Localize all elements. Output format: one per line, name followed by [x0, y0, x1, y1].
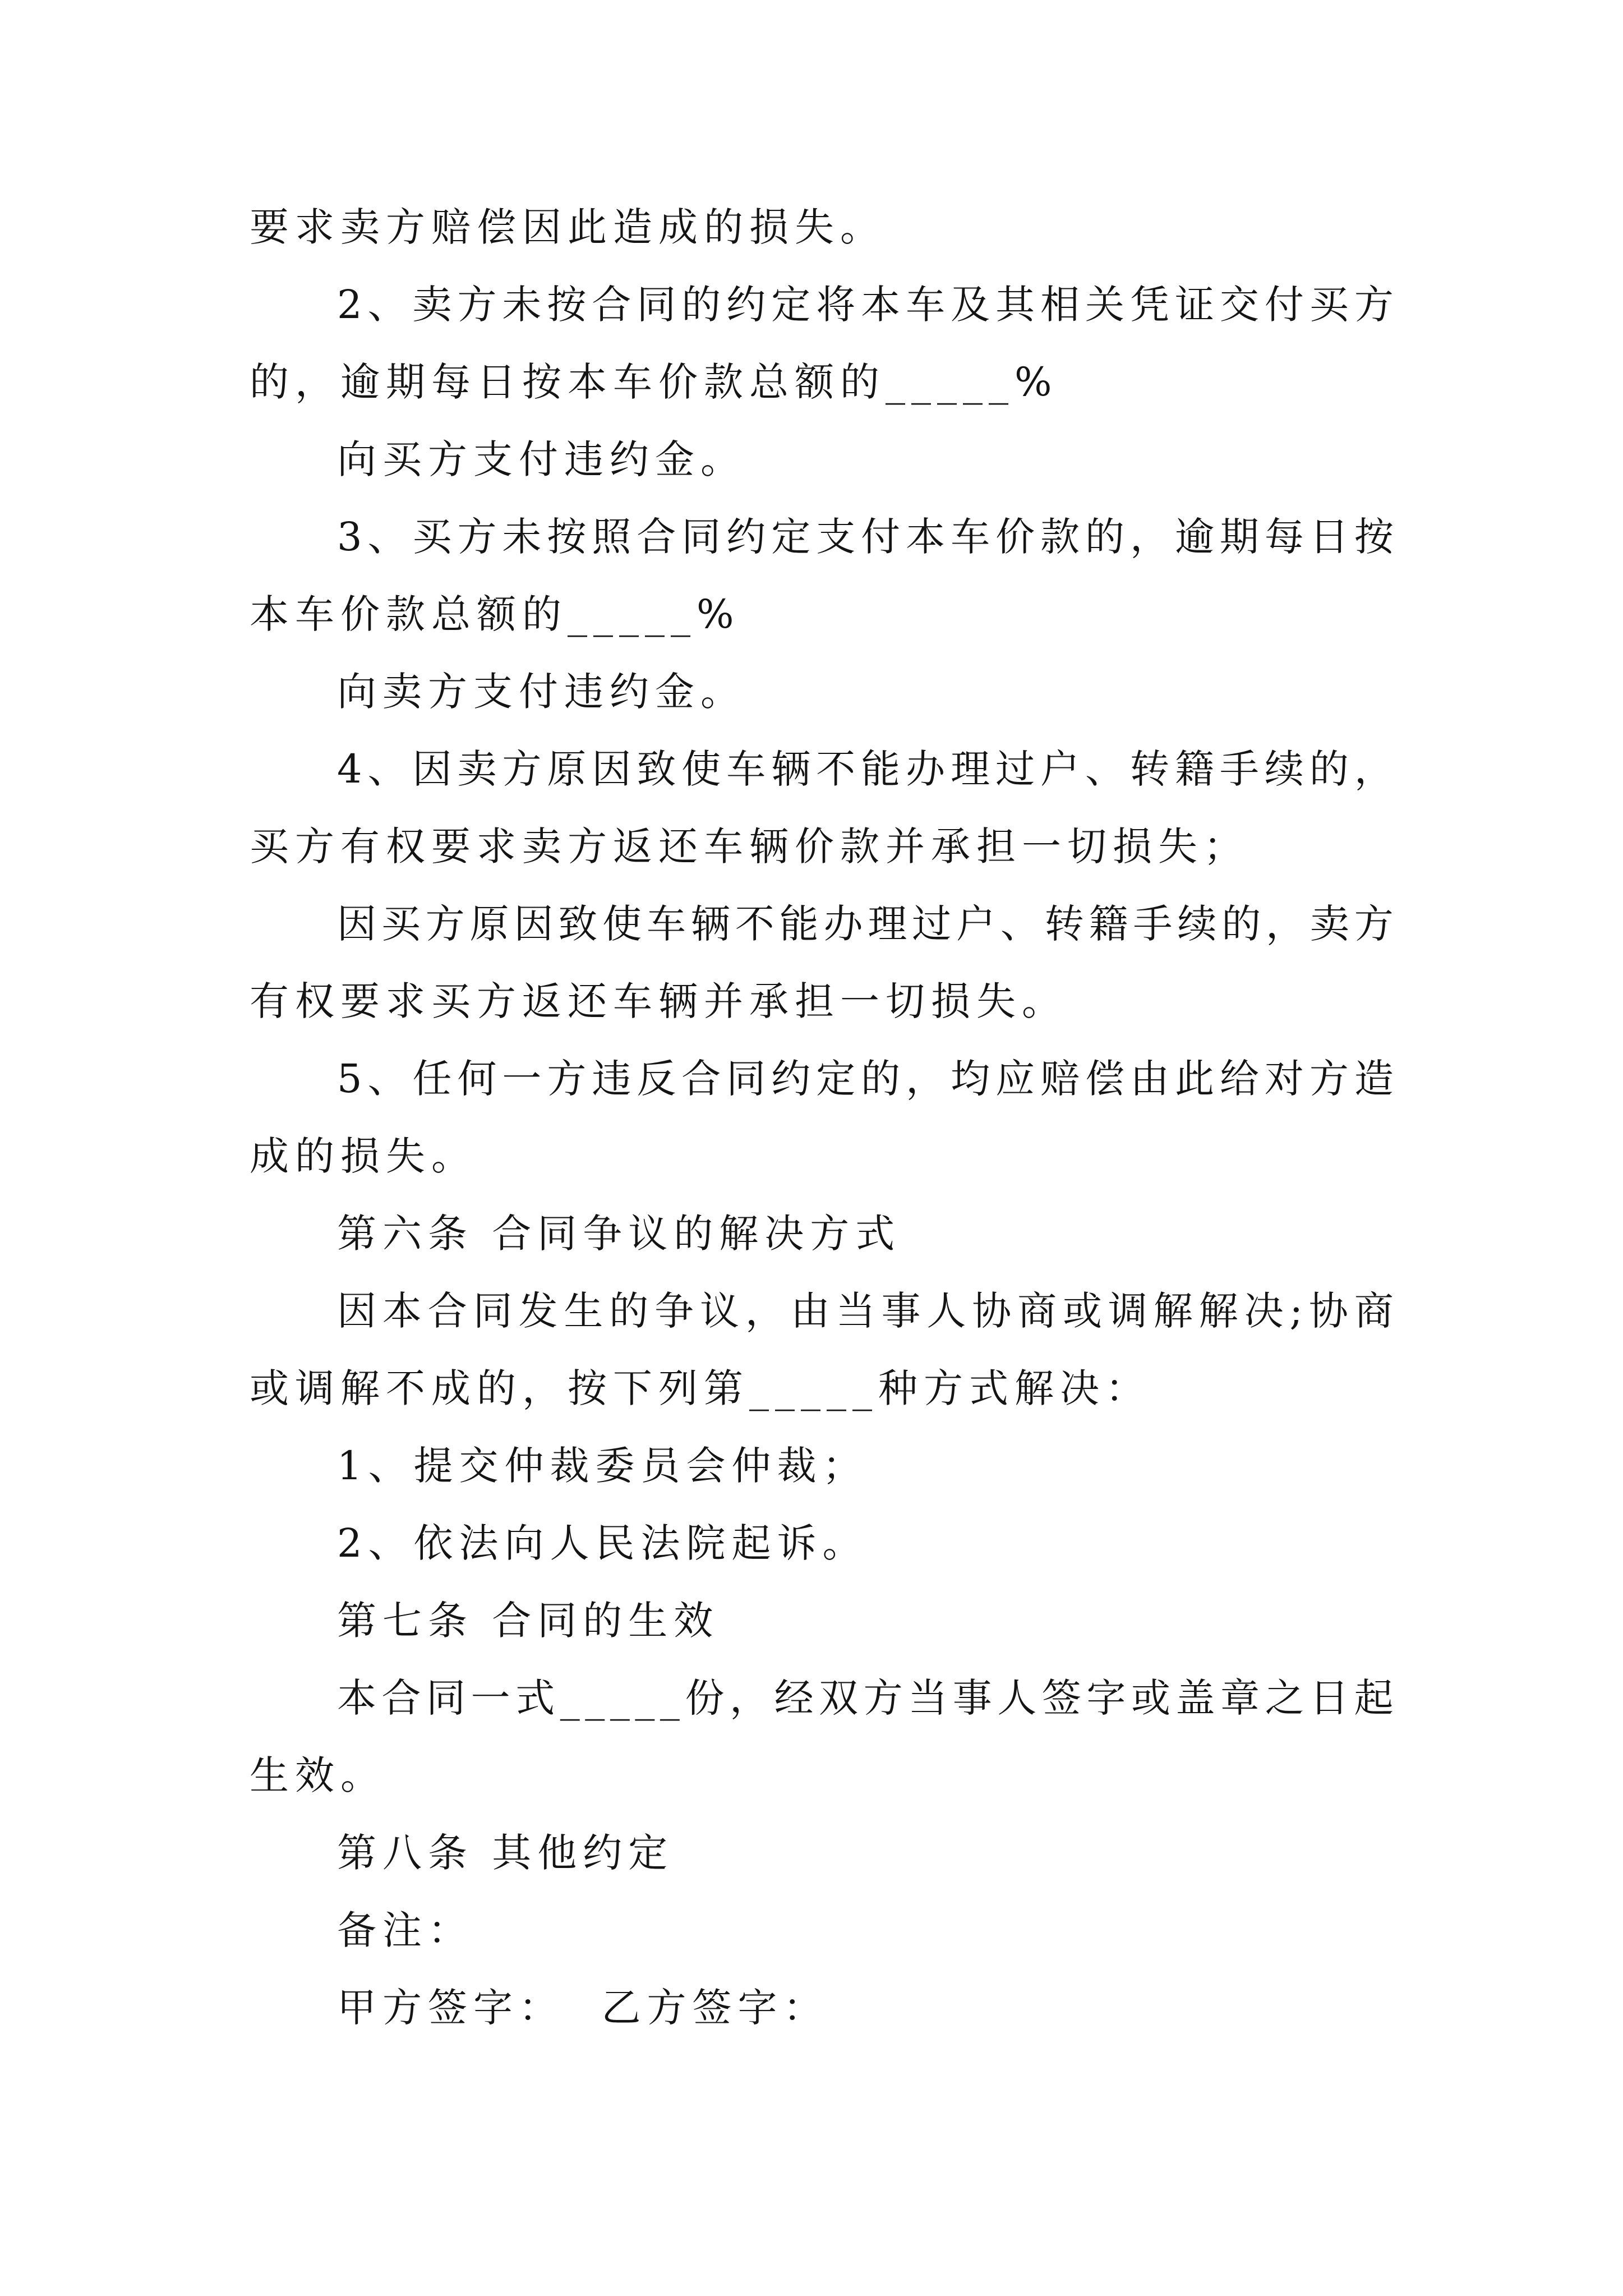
text-line-10: 因 买 方 原 因 致 使 车 辆 不 能 办 理 过 户 、 转 籍 手 续 的 ， 卖 方	[337, 901, 1394, 947]
text-line-21: 生效。	[250, 1752, 386, 1798]
text-line-9: 买方有权要求卖方返还车辆价款并承担一切损失；	[250, 823, 1249, 869]
text-line-18: 2、依法向人民法院起诉。	[337, 1520, 868, 1566]
remarks-label: 备注：	[337, 1907, 473, 1953]
text-line-17: 1、提交仲裁委员会仲裁；	[337, 1443, 868, 1489]
text-line-13: 成的损失。	[250, 1133, 477, 1179]
text-line-4: 向买方支付违约金。	[337, 436, 746, 482]
text-line-1: 要求卖方赔偿因此造成的损失。	[250, 204, 886, 250]
text-line-20: 本 合 同 一 式 _ _ _ _ _ 份 ， 经 双 方 当 事 人 签 字 或 盖 章 之 日 起	[337, 1675, 1394, 1721]
text-line-8: 4 、 因 卖 方 原 因 致 使 车 辆 不 能 办 理 过 户 、 转 籍 手 续 的 ，	[337, 746, 1394, 792]
text-line-3: 的，逾期每日按本车价款总额的_____%	[250, 359, 1058, 405]
signature-labels: 甲方签字： 乙方签字：	[337, 1985, 829, 2031]
text-line-5: 3 、 买 方 未 按 照 合 同 约 定 支 付 本 车 价 款 的 ， 逾 期 每 日 按	[337, 514, 1394, 560]
text-line-16: 或调解不成的，按下列第_____种方式解决：	[250, 1365, 1151, 1411]
text-line-2: 2 、 卖 方 未 按 合 同 的 约 定 将 本 车 及 其 相 关 凭 证 交 付 买 方	[337, 282, 1394, 328]
text-line-11: 有权要求买方返还车辆并承担一切损失。	[250, 978, 1067, 1024]
text-line-6: 本车价款总额的_____%	[250, 591, 740, 637]
section-heading-7: 第七条 合同的生效	[337, 1598, 720, 1644]
section-heading-8: 第八条 其他约定	[337, 1830, 674, 1876]
section-heading-6: 第六条 合同争议的解决方式	[337, 1211, 901, 1257]
text-line-7: 向卖方支付违约金。	[337, 669, 746, 715]
text-line-12: 5 、 任 何 一 方 违 反 合 同 约 定 的 ， 均 应 赔 偿 由 此 给 对 方 造	[337, 1056, 1394, 1102]
text-line-15: 因 本 合 同 发 生 的 争 议 ， 由 当 事 人 协 商 或 调 解 解 决 ; 协 商	[337, 1288, 1394, 1334]
